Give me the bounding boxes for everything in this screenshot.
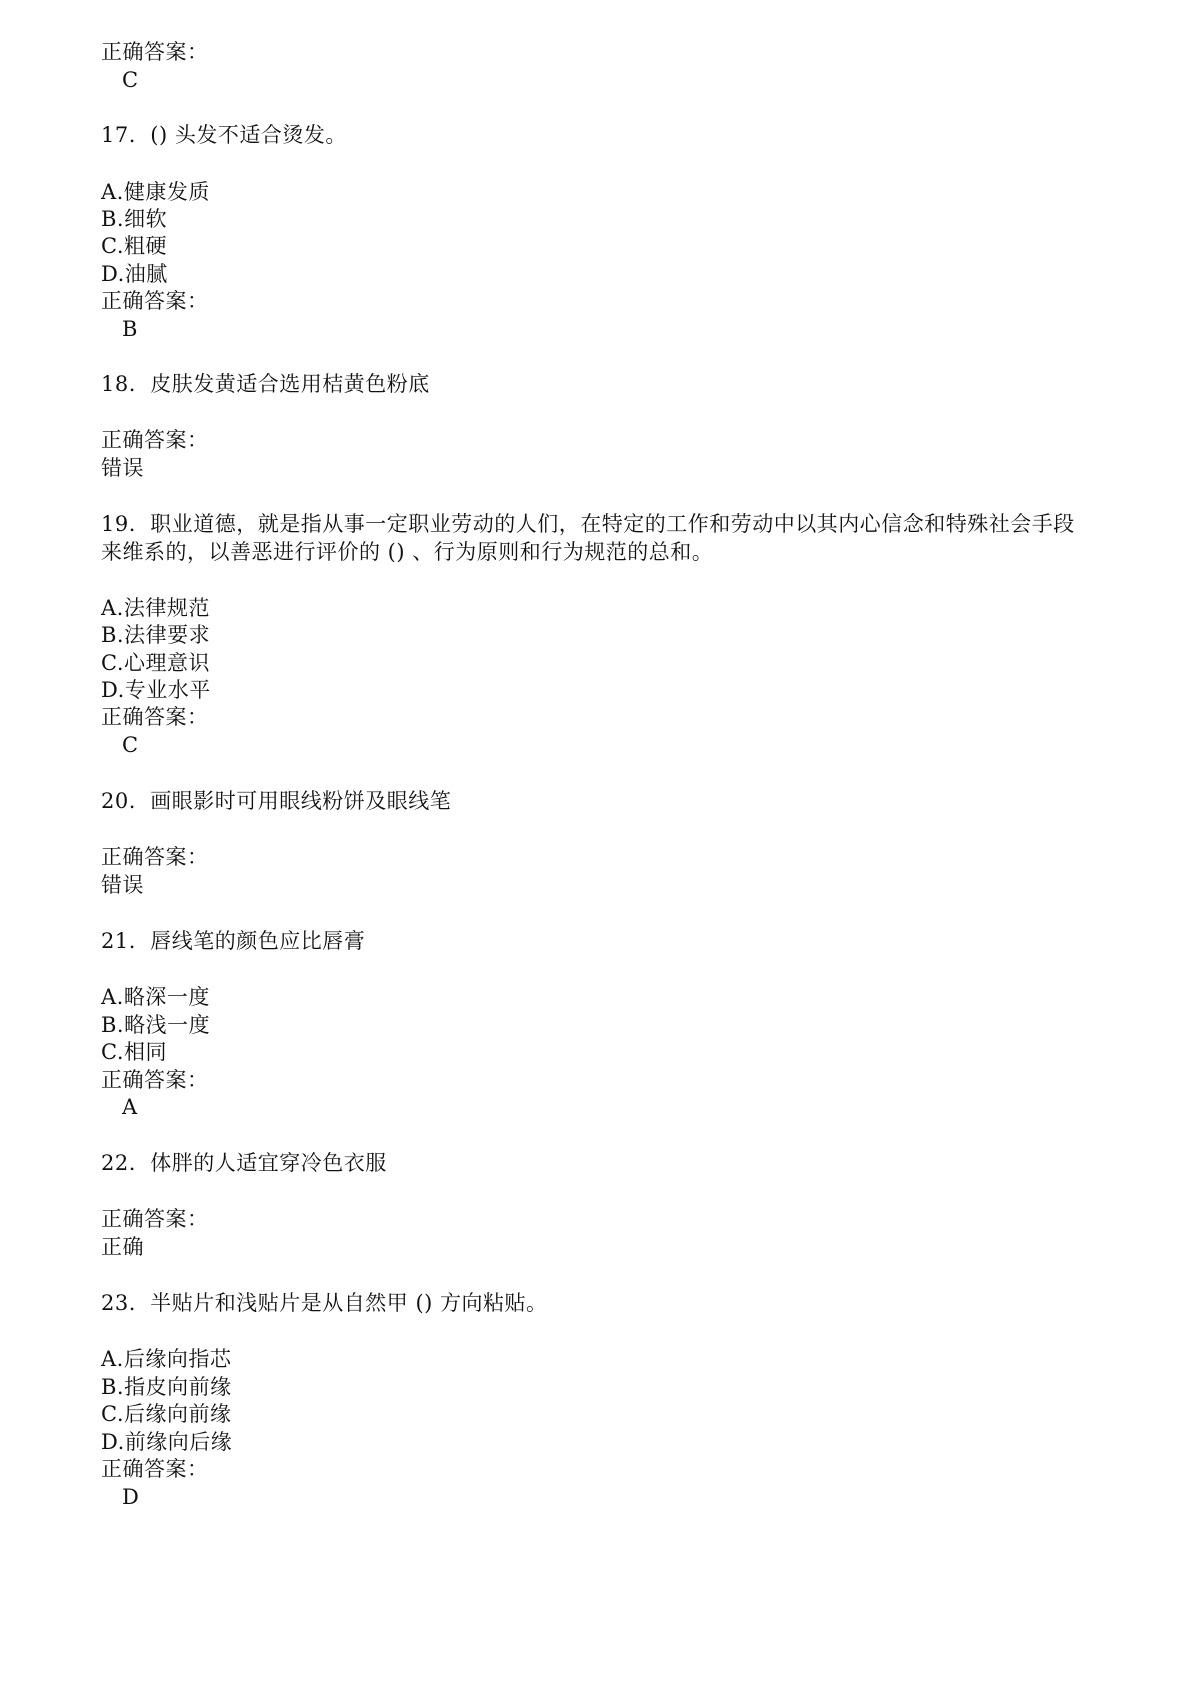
question-number: 21.	[101, 929, 136, 953]
question-text: 体胖的人适宜穿冷色衣服	[150, 1151, 387, 1175]
option-b: B.指皮向前缘	[101, 1375, 232, 1399]
question-text: 半贴片和浅贴片是从自然甲 () 方向粘贴。	[150, 1291, 548, 1315]
question-number: 17.	[101, 123, 136, 147]
answer-label: 正确答案：	[101, 705, 209, 729]
question-21	[101, 927, 365, 955]
answer-label: 正确答案：	[101, 1068, 209, 1092]
question-text: 画眼影时可用眼线粉饼及眼线笔	[150, 789, 452, 813]
option-b: B.略浅一度	[101, 1013, 211, 1037]
question-text: 唇线笔的颜色应比唇膏	[150, 929, 366, 953]
option-a: A.略深一度	[101, 985, 210, 1009]
question-text: 职业道德，就是指从事一定职业劳动的人们，在特定的工作和劳动中以其内心信念和特殊社会手段	[150, 512, 1075, 536]
question-17	[101, 121, 347, 149]
question-23	[101, 1289, 548, 1317]
answer-label: 正确答案：	[101, 40, 209, 64]
answer-value: C	[122, 68, 139, 92]
question-number: 19.	[101, 512, 136, 536]
option-c: C.粗硬	[101, 234, 167, 258]
question-18	[101, 370, 430, 398]
option-a: A.健康发质	[101, 180, 210, 204]
option-d: D.油腻	[101, 262, 168, 286]
option-d: D.前缘向后缘	[101, 1430, 233, 1454]
answer-value: A	[122, 1095, 138, 1119]
answer-value: B	[122, 317, 138, 341]
question-number: 23.	[101, 1291, 136, 1315]
question-number: 22.	[101, 1151, 136, 1175]
question-text: () 头发不适合烫发。	[150, 123, 347, 147]
question-19	[101, 510, 1075, 538]
answer-value: 错误	[101, 873, 144, 897]
question-text-continued: 来维系的，以善恶进行评价的 () 、行为原则和行为规范的总和。	[101, 540, 714, 564]
answer-value: 错误	[101, 456, 144, 480]
answer-value: 正确	[101, 1235, 144, 1259]
question-number: 20.	[101, 789, 136, 813]
answer-value: C	[122, 733, 139, 757]
option-a: A.后缘向指芯	[101, 1347, 232, 1371]
answer-label: 正确答案：	[101, 428, 209, 452]
option-b: B.细软	[101, 207, 168, 231]
question-22	[101, 1149, 387, 1177]
question-number: 18.	[101, 372, 136, 396]
question-text: 皮肤发黄适合选用桔黄色粉底	[150, 372, 430, 396]
answer-label: 正确答案：	[101, 1457, 209, 1481]
option-d: D.专业水平	[101, 678, 211, 702]
answer-label: 正确答案：	[101, 1207, 209, 1231]
option-c: C.后缘向前缘	[101, 1402, 232, 1426]
option-b: B.法律要求	[101, 623, 211, 647]
option-c: C.相同	[101, 1040, 167, 1064]
question-20	[101, 787, 451, 815]
option-a: A.法律规范	[101, 596, 210, 620]
option-c: C.心理意识	[101, 651, 210, 675]
answer-label: 正确答案：	[101, 289, 209, 313]
answer-label: 正确答案：	[101, 845, 209, 869]
answer-value: D	[122, 1485, 140, 1509]
